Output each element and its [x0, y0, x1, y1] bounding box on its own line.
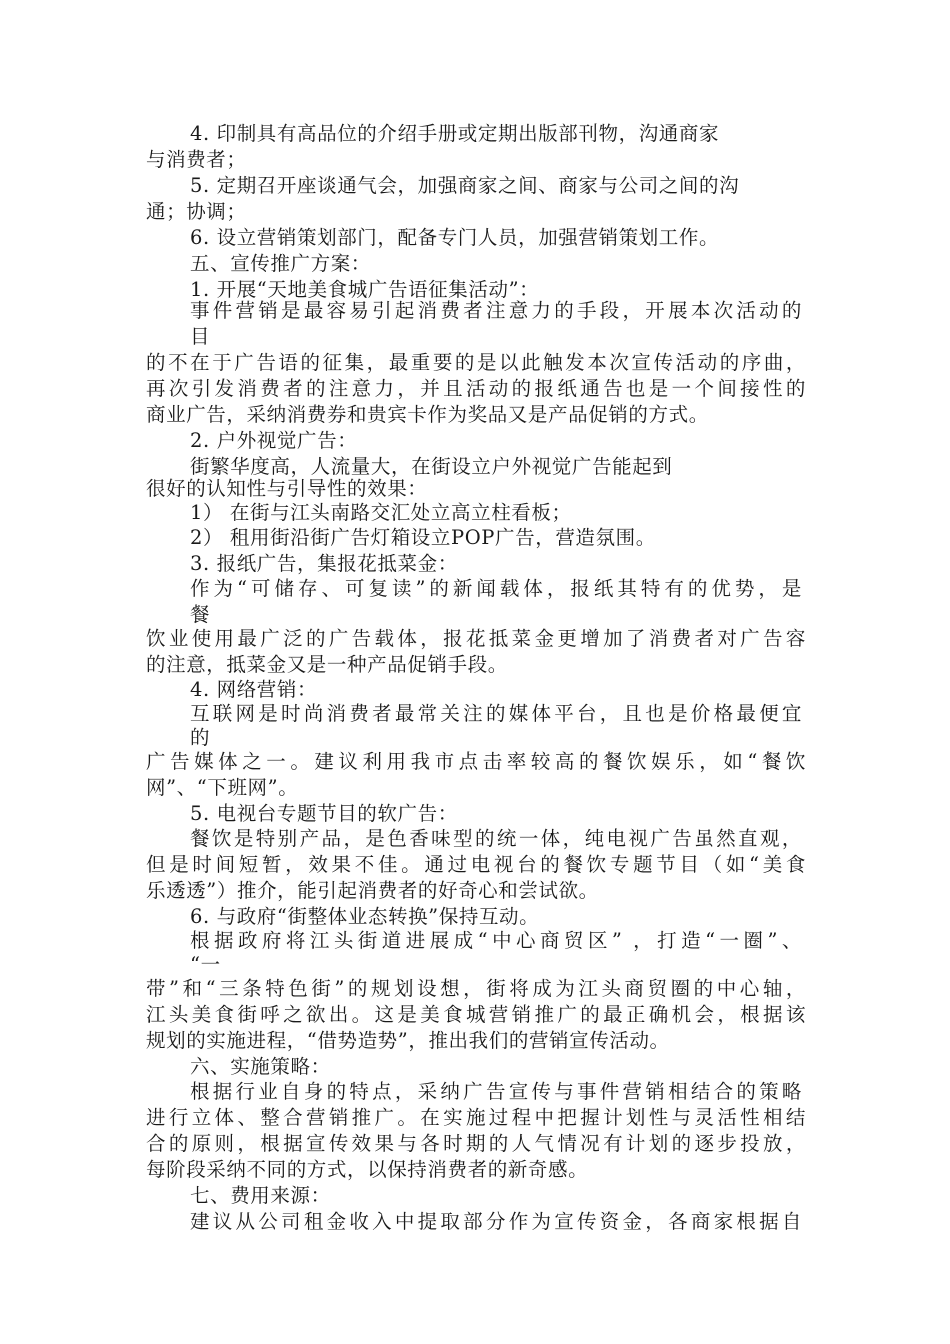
list-item: 1） 在街与江头南路交汇处立高立柱看板；: [190, 501, 572, 524]
text-line: 的: [190, 726, 211, 749]
text-line: 的不在于广告语的征集，最重要的是以此触发本次宣传活动的序曲，: [146, 351, 806, 374]
text-line: 进行立体、整合营销推广。在实施过程中把握计划性与灵活性相结: [146, 1106, 806, 1129]
text-line: 根据行业自身的特点，采纳广告宣传与事件营销相结合的策略: [190, 1080, 802, 1103]
subsection-heading: 1. 开展“天地美食城广告语征集活动”：: [190, 278, 540, 301]
list-item: 2） 租用街沿街广告灯箱设立POP广告，营造氛围。: [190, 526, 656, 549]
text-line: 广告媒体之一。建议利用我市点击率较高的餐饮娱乐，如“餐饮: [146, 750, 806, 773]
subsection-heading: 3. 报纸广告，集报花抵菜金：: [190, 552, 458, 575]
text-line: 的注意，抵菜金又是一种产品促销手段。: [146, 653, 508, 676]
section-heading: 七、费用来源：: [190, 1184, 331, 1207]
text-line: 目: [190, 325, 211, 348]
subsection-heading: 6. 与政府“街整体业态转换”保持互动。: [190, 905, 540, 928]
subsection-heading: 2. 户外视觉广告：: [190, 429, 358, 452]
text-line: 6. 设立营销策划部门，配备专门人员，加强营销策划工作。: [190, 226, 720, 249]
text-line: 带”和“三条特色街”的规划设想，街将成为江头商贸圈的中心轴，: [146, 977, 806, 1000]
text-line: 街繁华度高，人流量大，在街设立户外视觉广告能起到: [190, 455, 673, 478]
text-line: 互联网是时尚消费者最常关注的媒体平台，且也是价格最便宜: [190, 702, 802, 725]
section-heading: 五、宣传推广方案：: [190, 252, 371, 275]
text-line: 每阶段采纳不同的方式，以保持消费者的新奇感。: [146, 1158, 589, 1181]
text-line: 很好的认知性与引导性的效果：: [146, 477, 428, 500]
text-line: 规划的实施进程，“借势造势”，推出我们的营销宣传活动。: [146, 1029, 670, 1052]
text-line: 4. 印制具有高品位的介绍手册或定期出版部刊物，沟通商家: [190, 122, 720, 145]
text-line: 江头美食街呼之欲出。这是美食城营销推广的最正确机会，根据该: [146, 1003, 806, 1026]
text-line: 合的原则，根据宣传效果与各时期的人气情况有计划的逐步投放，: [146, 1132, 806, 1155]
text-line: 饮业使用最广泛的广告载体，报花抵菜金更增加了消费者对广告容: [146, 627, 806, 650]
text-line: 建议从公司租金收入中提取部分作为宣传资金，各商家根据自: [190, 1210, 802, 1233]
text-line: “一: [190, 953, 221, 976]
text-line: 与消费者；: [146, 148, 247, 171]
text-line: 作为“可储存、可复读”的新闻载体，报纸其特有的优势，是: [190, 577, 802, 600]
text-line: 根据政府将江头街道进展成“中心商贸区” ，打造“一圈”、: [190, 929, 802, 952]
text-line: 再次引发消费者的注意力，并且活动的报纸通告也是一个间接性的: [146, 377, 806, 400]
subsection-heading: 5. 电视台专题节目的软广告：: [190, 802, 458, 825]
text-line: 5. 定期召开座谈通气会，加强商家之间、商家与公司之间的沟: [190, 174, 740, 197]
text-line: 通；协调；: [146, 200, 247, 223]
text-line: 网”、“下班网”。: [146, 776, 299, 799]
text-line: 餐: [190, 603, 211, 626]
text-line: 但是时间短暂，效果不佳。通过电视台的餐饮专题节目（如“美食: [146, 853, 806, 876]
section-heading: 六、实施策略：: [190, 1055, 331, 1078]
subsection-heading: 4. 网络营销：: [190, 678, 318, 701]
text-line: 乐透透”）推介，能引起消费者的好奇心和尝试欲。: [146, 879, 599, 902]
text-line: 餐饮是特别产品，是色香味型的统一体，纯电视广告虽然直观，: [190, 827, 802, 850]
text-line: 事件营销是最容易引起消费者注意力的手段，开展本次活动的: [190, 299, 802, 322]
text-line: 商业广告，采纳消费券和贵宾卡作为奖品又是产品促销的方式。: [146, 403, 709, 426]
